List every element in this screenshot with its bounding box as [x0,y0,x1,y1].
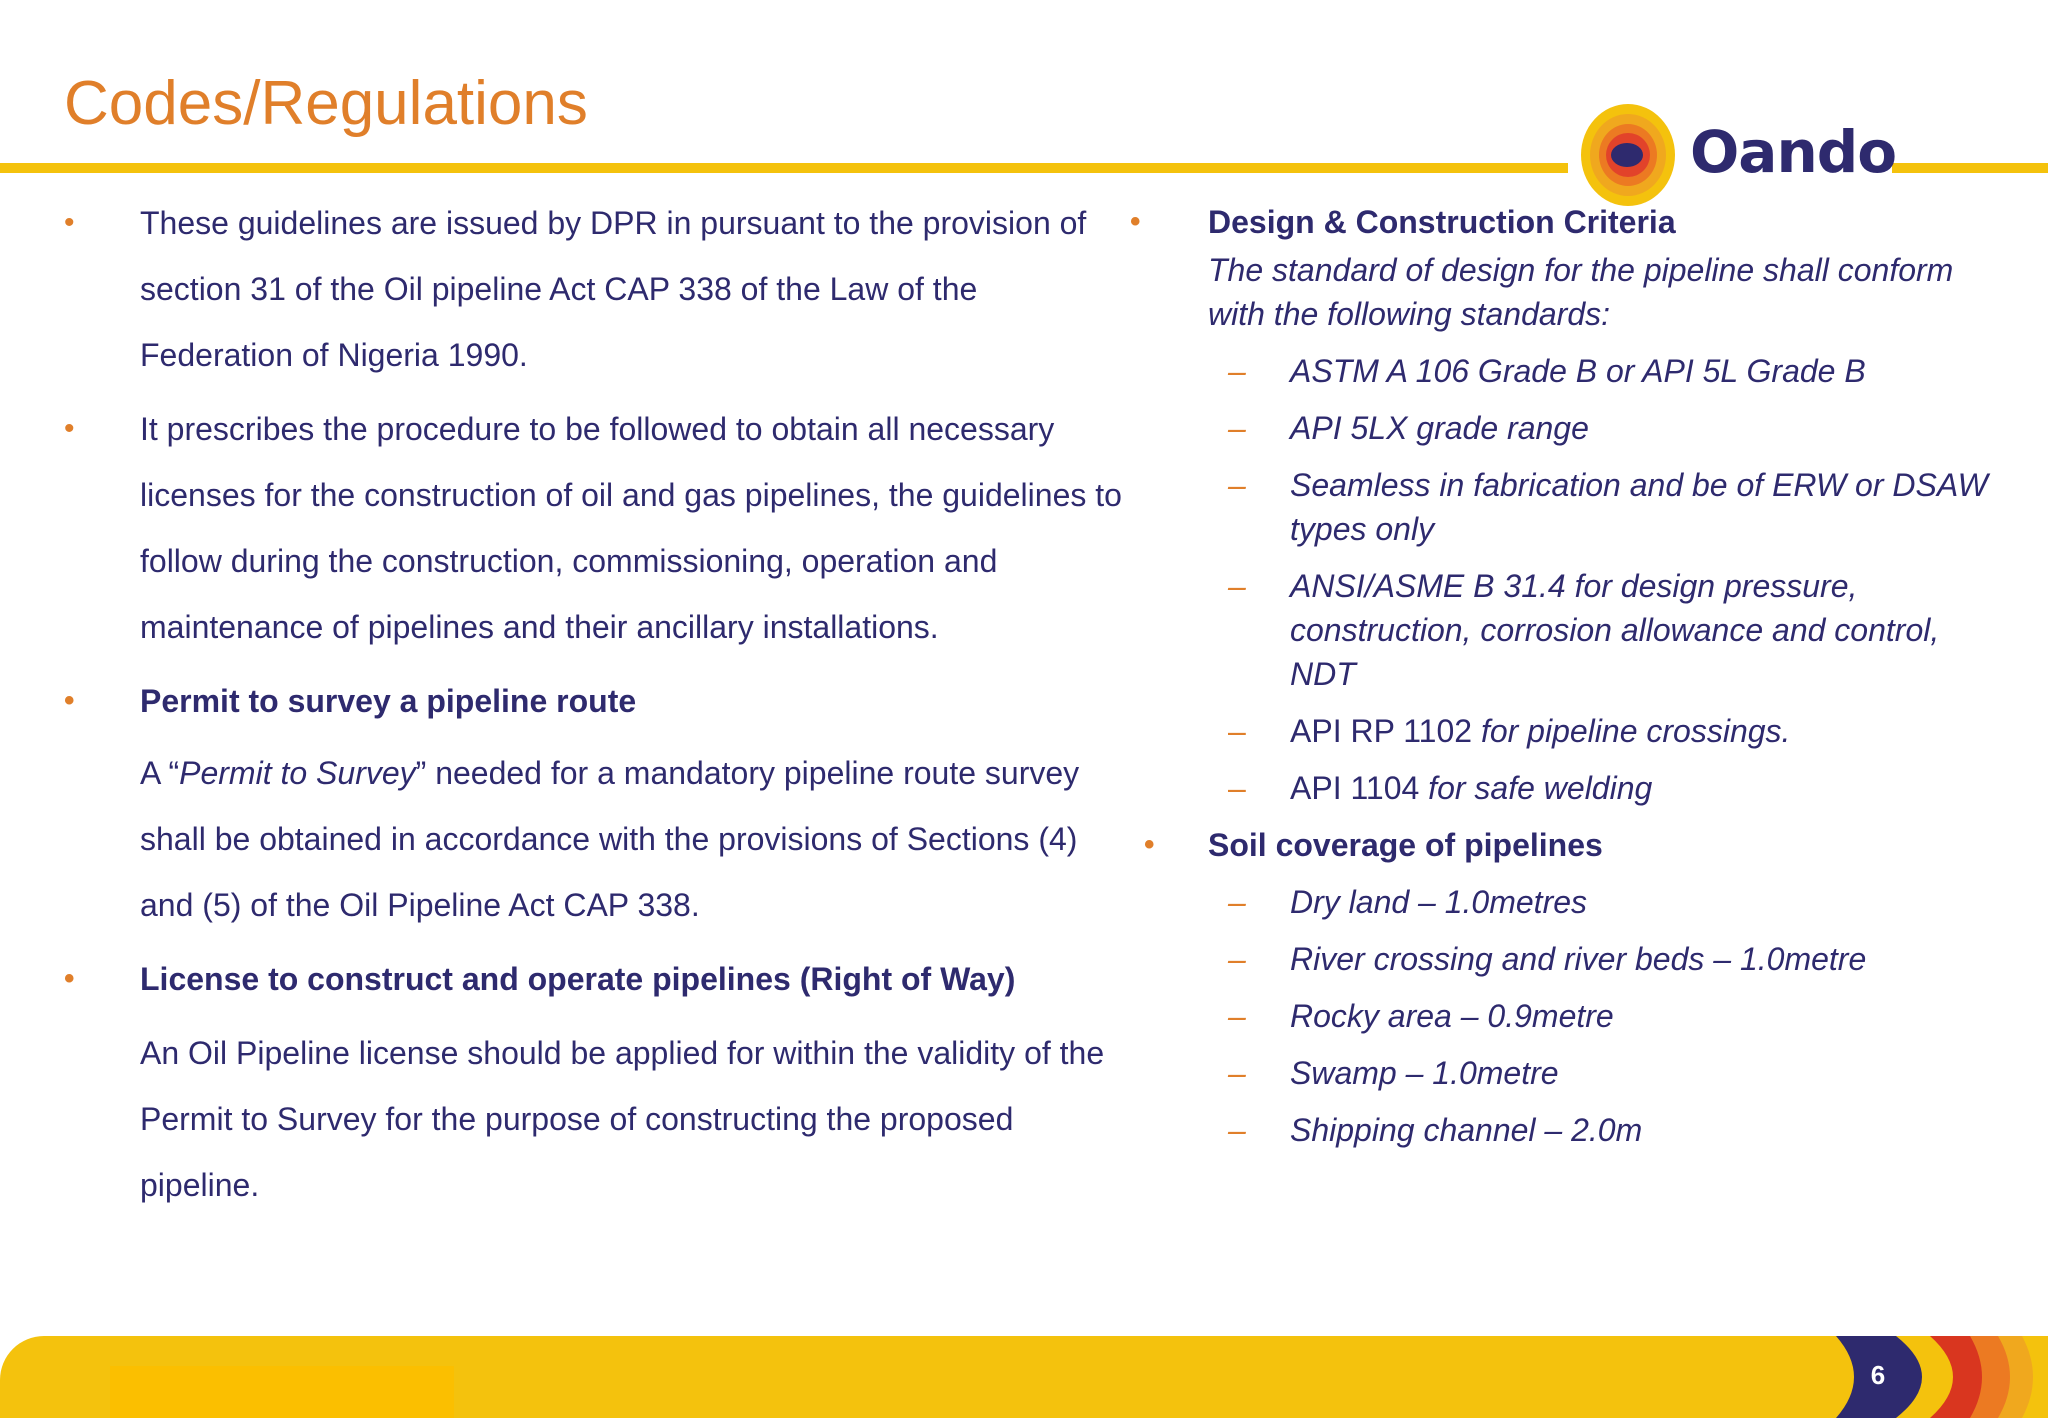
list-item [1130,823,2010,867]
procedure-text: It prescribes the procedure to be followed to obtain all necessary licenses for the construction of oil and gas pipelines, the guidelines to follow during the construction, commissioning, operation and maintenance of pipelines and their ancillary installations. [140,411,1122,645]
standard-code: API 1104 [1290,770,1429,806]
dash-icon: – [1228,353,1246,389]
permit-body [64,740,1124,938]
soil-text: Swamp – 1.0metre [1290,1055,1559,1091]
soil-text: Rocky area – 0.9metre [1290,998,1614,1034]
bullet-icon: • [64,962,75,995]
dash-icon: – [1228,941,1246,977]
list-item [64,946,1124,1012]
footer-accent-block [110,1366,454,1418]
soil-item [1130,880,2010,924]
bullet-icon: • [64,684,75,717]
standard-item [1130,349,2010,393]
logo-wordmark: Oando [1690,118,1897,186]
slide-title: Codes/Regulations [64,69,588,138]
license-heading: License to construct and operate pipelines (Right of Way) [140,961,1016,997]
dash-icon: – [1228,713,1246,749]
oando-sunburst-icon [1578,100,1678,210]
page-number: 6 [1870,1360,1886,1390]
permit-body-rest: ” needed for a mandatory pipeline route survey shall be obtained in accordance with the provisions of Sections (4) and (5) of the Oil Pipeline Act CAP 338. [140,755,1080,923]
soil-text: Dry land – 1.0metres [1290,884,1588,920]
permit-heading: Permit to survey a pipeline route [140,683,637,719]
bullet-icon: • [1144,828,1155,861]
design-heading: Design & Construction Criteria [1208,204,1676,240]
guideline-text: These guidelines are issued by DPR in pursuant to the provision of section 31 of the Oil pipeline Act CAP 338 of the Law of the Federation of Nigeria 1990. [140,205,1087,373]
right-column [1130,200,2010,1152]
soil-item [1130,1051,2010,1095]
soil-item [1130,937,2010,981]
left-column [64,190,1124,1226]
standard-code: API RP 1102 [1290,713,1481,749]
standard-item [1130,564,2010,696]
soil-text: River crossing and river beds – 1.0metre [1290,941,1867,977]
dash-icon: – [1228,998,1246,1034]
dash-icon: – [1228,568,1246,604]
standard-text: for safe welding [1428,770,1653,806]
header-rule [0,163,1568,173]
list-item [64,190,1124,388]
oando-logo [1578,100,1897,210]
standard-item [1130,406,2010,450]
standard-text: API 5LX grade range [1290,410,1589,446]
list-item [64,396,1124,660]
dash-icon: – [1228,1112,1246,1148]
dash-icon: – [1228,467,1246,503]
bullet-icon: • [1130,205,1141,238]
dash-icon: – [1228,1055,1246,1091]
permit-body-prefix: A “ [140,755,180,791]
header-rule-right [1892,163,2048,173]
soil-text: Shipping channel – 2.0m [1290,1112,1643,1148]
dash-icon: – [1228,410,1246,446]
standard-item [1130,709,2010,753]
dash-icon: – [1228,770,1246,806]
standard-text: ASTM A 106 Grade B or API 5L Grade B [1290,353,1866,389]
standard-text: for pipeline crossings. [1480,713,1791,749]
bullet-icon: • [64,206,75,239]
standard-text: Seamless in fabrication and be of ERW or DSAW types only [1290,467,1988,547]
dash-icon: – [1228,884,1246,920]
soil-heading: Soil coverage of pipelines [1208,827,1603,863]
permit-to-survey-term: Permit to Survey [179,755,416,791]
design-intro: The standard of design for the pipeline shall conform with the following standards: [1208,252,1954,332]
soil-item [1130,1108,2010,1152]
license-body: An Oil Pipeline license should be applied for within the validity of the Permit to Survey for the purpose of constructing the proposed pipeline. [140,1035,1105,1203]
soil-item [1130,994,2010,1038]
standard-item [1130,766,2010,810]
standard-text: ANSI/ASME B 31.4 for design pressure, construction, corrosion allowance and control, NDT [1290,568,1940,692]
standard-item [1130,463,2010,551]
bullet-icon: • [64,412,75,445]
list-item [64,668,1124,734]
list-item [1130,200,2010,244]
